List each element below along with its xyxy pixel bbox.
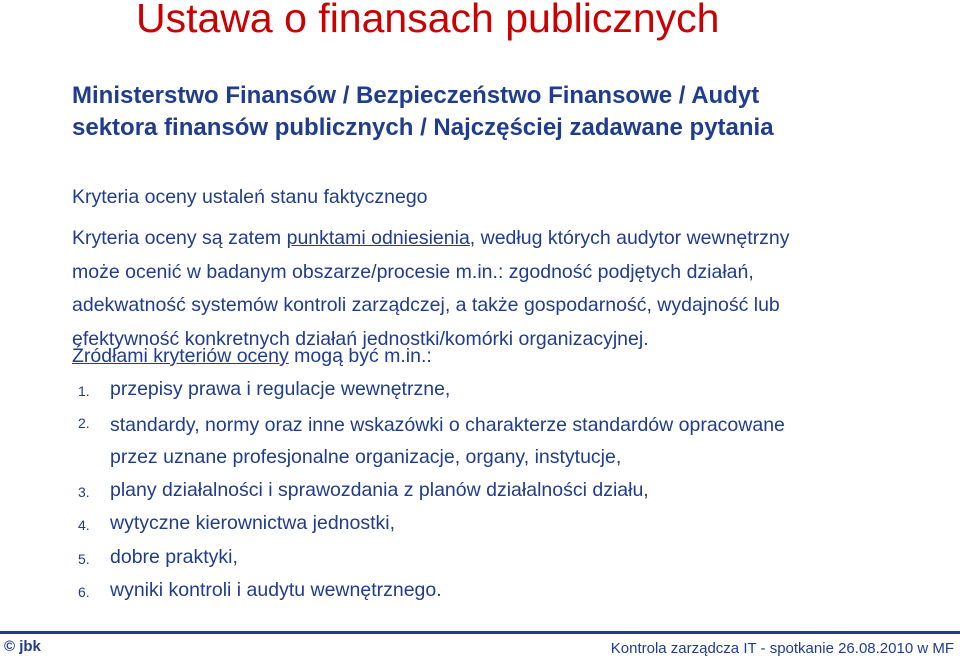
subtitle-line-1: Ministerstwo Finansów / Bezpieczeństwo Finansowe / Audyt bbox=[72, 82, 760, 109]
list-item bbox=[72, 407, 942, 474]
list-text: standardy, normy oraz inne wskazówki o charakterze standardów opracowane bbox=[110, 413, 785, 436]
reference-points-link: punktami odniesienia bbox=[286, 227, 470, 249]
list-number: 4. bbox=[78, 517, 90, 533]
footer-caption: Kontrola zarządcza IT - spotkanie 26.08.2010 w MF bbox=[610, 640, 954, 657]
sources-link: Źródłami kryteriów oceny bbox=[72, 345, 289, 367]
list-text: dobre praktyki, bbox=[110, 545, 238, 568]
section-heading: Kryteria oceny ustaleń stanu faktycznego bbox=[72, 186, 428, 208]
list-item bbox=[72, 507, 942, 541]
list-number: 3. bbox=[78, 483, 90, 500]
criteria-paragraph bbox=[72, 222, 942, 356]
list-text: przepisy prawa i regulacje wewnętrzne, bbox=[110, 378, 451, 400]
paragraph-line-1 bbox=[72, 222, 942, 256]
sources-text: mogą być m.in.: bbox=[288, 345, 432, 367]
subtitle-line-2: sektora finansów publicznych / Najczęściej zadawane pytania bbox=[72, 114, 774, 141]
paragraph-line-2: może ocenić w badanym obszarze/procesie m.in.: zgodność podjętych działań, bbox=[72, 260, 754, 283]
list-text-continued: przez uznane profesjonalne organizacje, organy, instytucje, bbox=[110, 445, 622, 468]
list-item bbox=[72, 474, 942, 508]
list-text: plany działalności i sprawozdania z planów działalności działu, bbox=[110, 478, 649, 501]
paragraph-text: , według których audytor wewnętrzny bbox=[469, 227, 790, 249]
list-number: 6. bbox=[78, 584, 90, 600]
paragraph-line-3: adekwatność systemów kontroli zarządczej, a także gospodarność, wydajność lub bbox=[72, 294, 780, 316]
footer-divider bbox=[0, 631, 960, 634]
paragraph-text: Kryteria oceny są zatem bbox=[72, 227, 287, 249]
list-item bbox=[72, 373, 942, 407]
paragraph-line-4: efektywność konkretnych działań jednostki/komórki organizacyjnej. bbox=[72, 327, 649, 350]
list-text: wytyczne kierownictwa jednostki, bbox=[110, 512, 396, 534]
sources-list bbox=[72, 373, 942, 608]
list-number: 5. bbox=[78, 550, 90, 567]
footer-copyright: © jbk bbox=[4, 638, 41, 655]
list-item bbox=[72, 541, 942, 575]
list-text: wyniki kontroli i audytu wewnętrznego. bbox=[110, 579, 442, 601]
list-item bbox=[72, 574, 942, 608]
list-number: 2. bbox=[78, 414, 90, 431]
sources-line bbox=[72, 340, 942, 373]
slide-title: Ustawa o finansach publicznych bbox=[136, 0, 720, 41]
list-number: 1. bbox=[78, 383, 90, 399]
subtitle bbox=[72, 80, 932, 144]
